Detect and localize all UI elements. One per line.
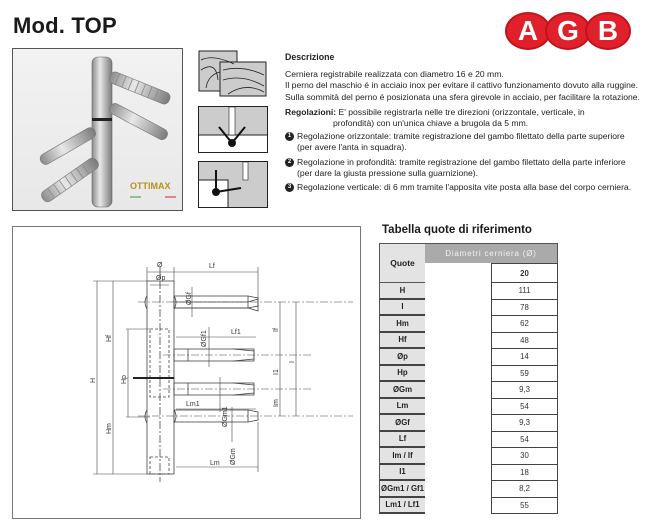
table-row (379, 316, 558, 333)
row-label: ØGm (379, 382, 425, 399)
svg-text:Hm: Hm (106, 423, 113, 434)
row-label: Hp (379, 366, 425, 383)
row-value: 54 (491, 432, 558, 449)
adjust-item-text: Regolazione verticale: di 6 mm tramite l'apposita vite posta alla base del corpo cerniera. (297, 182, 632, 193)
table-header (379, 243, 558, 283)
svg-text:Øp: Øp (156, 275, 166, 282)
row-value: 62 (491, 316, 558, 333)
diameter-header-group (425, 243, 558, 283)
row-value: 9,3 (491, 415, 558, 432)
row-label: Hm (379, 316, 425, 333)
table-row (379, 382, 558, 399)
regolazioni-label: Regolazioni: (285, 106, 337, 117)
row-value: 111 (491, 283, 558, 300)
row-value: 9,3 (491, 382, 558, 399)
hinge-dimension-drawing-icon (13, 227, 362, 520)
svg-text:ØGm: ØGm (230, 448, 237, 465)
row-value: 14 (491, 349, 558, 366)
adjust-item-3 (285, 182, 641, 193)
row-label: ØGm1 / Gf1 (379, 481, 425, 498)
number-2-icon: 2 (285, 158, 294, 167)
description-heading: Descrizione (285, 52, 335, 62)
row-label: Øp (379, 349, 425, 366)
column-header-diameter: Diametri cerniera (Ø) (425, 243, 558, 263)
row-value: 18 (491, 465, 558, 482)
description-line-1: Cerniera registrabile realizzata con diametro 16 e 20 mm. (285, 69, 504, 80)
svg-text:I1: I1 (273, 369, 280, 375)
adjust-item-text: Regolazione orizzontale: tramite registrazione del gambo filettato della parte superiore (per avere l'anta in squadra). (297, 131, 625, 153)
svg-text:Lm: Lm (210, 460, 220, 467)
page-title: Mod. TOP (13, 13, 117, 38)
table-row (379, 366, 558, 383)
row-label: Im / If (379, 448, 425, 465)
svg-text:Lm1: Lm1 (186, 401, 200, 408)
adjust-item-text: Regolazione in profondità: tramite registrazione del gambo filettato della parte inferiore (per dare la giusta pressione sulla guarnizione). (297, 156, 626, 178)
row-label: Lm (379, 399, 425, 416)
svg-text:Lf: Lf (209, 263, 215, 270)
table-row (379, 415, 558, 432)
dimension-labels (90, 262, 296, 467)
svg-text:ØGm1: ØGm1 (222, 406, 229, 427)
svg-text:I: I (289, 361, 296, 363)
row-value: 59 (491, 366, 558, 383)
table-row (379, 283, 558, 300)
table-row (379, 349, 558, 366)
table-row (379, 333, 558, 350)
regolazioni-line-2: profondità) con un'unica chiave a brugola da 5 mm. (333, 118, 529, 129)
svg-text:ØGf1: ØGf1 (201, 330, 208, 347)
column-header-value: 20 (491, 263, 558, 283)
adjust-item-2 (285, 157, 641, 179)
technical-drawing (12, 226, 361, 519)
svg-text:Hp: Hp (121, 375, 128, 384)
wood-grain-icon (198, 50, 268, 98)
svg-text:OTTIMAX: OTTIMAX (130, 181, 171, 191)
regolazioni-line-1: E' possibile registrarla nelle tre direzioni (orizzontale, verticale, in (338, 106, 585, 117)
table-row (379, 498, 558, 515)
reference-table (379, 243, 558, 514)
logo-letter-g: G (545, 12, 591, 50)
table-row (379, 432, 558, 449)
svg-text:Hf: Hf (106, 335, 113, 342)
row-label: I (379, 300, 425, 317)
description-line-2: Il perno del maschio é in acciaio inox per evitare il cattivo funzionamento dovuto alla ruggine. Sulla sommità del perno é posizionata una sfera girevole in acciaio, per facilitare la rotazione. (285, 80, 640, 102)
row-label: Lf (379, 432, 425, 449)
regolazioni-text (285, 107, 641, 129)
description-text (285, 69, 641, 103)
row-label: ØGf (379, 415, 425, 432)
row-value: 30 (491, 448, 558, 465)
adjust-item-1 (285, 131, 641, 153)
table-row (379, 300, 558, 317)
agb-logo (505, 12, 625, 50)
table-body (379, 283, 558, 514)
hinge-photo-icon (13, 49, 183, 211)
logo-letter-b: B (585, 12, 631, 50)
row-value: 8,2 (491, 481, 558, 498)
horizontal-adjust-icon (198, 106, 268, 153)
table-row (379, 448, 558, 465)
svg-text:ØGf: ØGf (186, 292, 193, 305)
column-header-quote: Quote (379, 243, 425, 283)
row-value: 55 (491, 498, 558, 515)
row-label: I1 (379, 465, 425, 482)
row-value: 54 (491, 399, 558, 416)
table-row (379, 465, 558, 482)
number-3-icon: 3 (285, 183, 294, 192)
svg-text:Im: Im (273, 399, 280, 407)
row-label: Hf (379, 333, 425, 350)
svg-text:Ø: Ø (157, 262, 163, 269)
table-row (379, 399, 558, 416)
number-1-icon: 1 (285, 132, 294, 141)
svg-text:If: If (273, 328, 280, 332)
product-photo (12, 48, 183, 211)
adjustment-icons (198, 50, 268, 216)
depth-adjust-icon (198, 161, 268, 208)
row-value: 48 (491, 333, 558, 350)
svg-text:Lf1: Lf1 (231, 329, 241, 336)
svg-text:H: H (90, 377, 97, 383)
table-row (379, 481, 558, 498)
row-label: Lm1 / Lf1 (379, 498, 425, 515)
row-value: 78 (491, 300, 558, 317)
logo-letter-a: A (505, 12, 551, 50)
row-label: H (379, 283, 425, 300)
description-section (285, 52, 641, 196)
table-title: Tabella quote di riferimento (382, 224, 532, 236)
